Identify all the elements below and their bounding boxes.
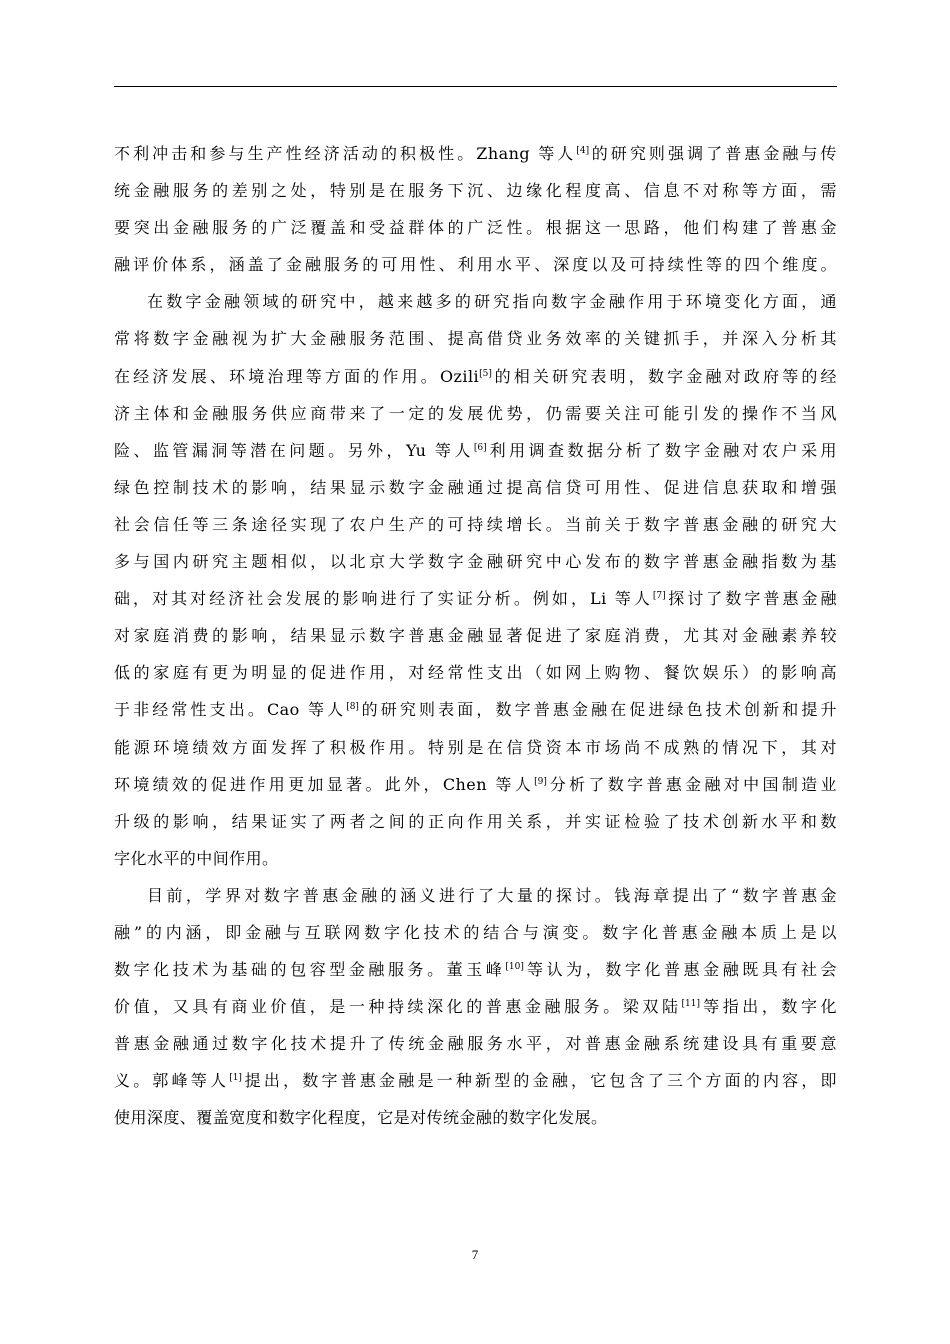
page-number: 7 xyxy=(471,1247,479,1262)
text-run: 在经济发展、环境治理等方面的作用。Ozili xyxy=(114,366,480,386)
text-line xyxy=(114,358,837,395)
text-run: 统金融服务的差别之处，特别是在服务下沉、边缘化程度高、信息不对称等方面，需 xyxy=(114,181,837,201)
text-run: 低的家庭有更为明显的促进作用，对经常性支出（如网上购物、餐饮娱乐）的影响高 xyxy=(114,663,837,683)
text-run: 在数字金融领域的研究中，越来越多的研究指向数字金融作用于环境变化方面，通 xyxy=(147,292,837,312)
text-run: 础，对其对经济社会发展的影响进行了实证分析。例如，Li 等人 xyxy=(114,589,653,609)
text-run: 升级的影响，结果证实了两者之间的正向作用关系，并实证检验了技术创新水平和数 xyxy=(114,811,837,831)
text-run: 等指出，数字化 xyxy=(700,997,837,1017)
text-line xyxy=(114,617,837,654)
text-run: 的研究则表面，数字普惠金融在促进绿色技术创新和提升 xyxy=(358,700,837,720)
text-run: 绿色控制技术的影响，结果显示数字金融通过提高信贷可用性、促进信息获取和增强 xyxy=(114,477,837,497)
text-run: 险、监管漏洞等潜在问题。另外，Yu 等人 xyxy=(114,440,474,460)
text-run: 目前，学界对数字普惠金融的涵义进行了大量的探讨。钱海章提出了“数字普惠金 xyxy=(147,885,837,905)
text-line xyxy=(114,766,837,803)
citation-ref: [5] xyxy=(479,368,492,379)
text-line xyxy=(114,951,837,988)
text-run: 环境绩效的促进作用更加显著。此外，Chen 等人 xyxy=(114,774,535,794)
text-run: 要突出金融服务的广泛覆盖和受益群体的广泛性。根据这一思路，他们构建了普惠金 xyxy=(114,218,837,238)
body-text xyxy=(114,135,837,1137)
text-run: 社会信任等三条途径实现了农户生产的可持续增长。当前关于数字普惠金融的研究大 xyxy=(114,514,837,534)
citation-ref: [10] xyxy=(505,962,524,973)
text-run: 数字化技术为基础的包容型金融服务。董玉峰 xyxy=(114,960,506,980)
text-run: 探讨了数字普惠金融 xyxy=(665,589,837,609)
text-run: 字化水平的中间作用。 xyxy=(114,848,279,868)
text-run: 价值，又具有商业价值，是一种持续深化的普惠金融服务。梁双陆 xyxy=(114,997,682,1017)
text-run: 常将数字金融视为扩大金融服务范围、提高借贷业务效率的关键抓手，并深入分析其 xyxy=(114,329,837,349)
text-line xyxy=(114,580,837,617)
header-rule xyxy=(114,86,837,87)
text-line xyxy=(114,1062,837,1099)
citation-ref: [11] xyxy=(681,999,700,1010)
text-line xyxy=(114,246,837,283)
text-line xyxy=(114,691,837,728)
text-run: 多与国内研究主题相似，以北京大学数字金融研究中心发布的数字普惠金融指数为基 xyxy=(114,552,837,572)
text-line xyxy=(114,914,837,951)
text-line xyxy=(114,172,837,209)
text-line xyxy=(114,654,837,691)
text-run: 于非经常性支出。Cao 等人 xyxy=(114,700,347,720)
text-line xyxy=(114,283,837,320)
text-line xyxy=(114,1099,837,1136)
citation-ref: [1] xyxy=(229,1073,242,1084)
text-run: 普惠金融通过数字化技术提升了传统金融服务水平，对普惠金融系统建设具有重要意 xyxy=(114,1034,837,1054)
text-line xyxy=(114,877,837,914)
text-run: 能源环境绩效方面发挥了积极作用。特别是在信贷资本市场尚不成熟的情况下，其对 xyxy=(114,737,837,757)
text-run: 等认为，数字化普惠金融既具有社会 xyxy=(523,960,837,980)
text-line xyxy=(114,803,837,840)
text-line xyxy=(114,432,837,469)
text-line xyxy=(114,988,837,1025)
citation-ref: [9] xyxy=(534,776,547,787)
text-run: 分析了数字普惠金融对中国制造业 xyxy=(546,774,837,794)
citation-ref: [6] xyxy=(473,442,487,453)
text-run: 利用调查数据分析了数字金融对农户采用 xyxy=(486,440,837,460)
text-run: 融”的内涵，即金融与互联网数字化技术的结合与演变。数字化普惠金融本质上是以 xyxy=(114,922,837,942)
text-run: 的研究则强调了普惠金融与传 xyxy=(589,144,837,163)
citation-ref: [7] xyxy=(652,591,666,602)
text-line xyxy=(114,320,837,357)
text-line xyxy=(114,543,837,580)
text-line xyxy=(114,729,837,766)
text-line xyxy=(114,840,837,877)
text-run: 义。郭峰等人 xyxy=(114,1071,230,1091)
text-run: 的相关研究表明，数字金融对政府等的经 xyxy=(491,366,837,386)
text-run: 不利冲击和参与生产性经济活动的积极性。Zhang 等人 xyxy=(114,144,577,163)
text-line xyxy=(114,1025,837,1062)
citation-ref: [4] xyxy=(576,146,590,156)
text-line xyxy=(114,395,837,432)
text-run: 使用深度、覆盖宽度和数字化程度，它是对传统金融的数字化发展。 xyxy=(114,1108,608,1128)
text-line xyxy=(114,209,837,246)
text-run: 提出，数字普惠金融是一种新型的金融，它包含了三个方面的内容，即 xyxy=(241,1071,838,1091)
text-line xyxy=(114,469,837,506)
text-run: 融评价体系，涵盖了金融服务的可用性、利用水平、深度以及可持续性等的四个维度。 xyxy=(114,255,837,275)
citation-ref: [8] xyxy=(346,702,359,713)
text-line xyxy=(114,506,837,543)
text-run: 对家庭消费的影响，结果显示数字普惠金融显著促进了家庭消费，尤其对金融素养较 xyxy=(114,626,837,646)
text-line xyxy=(114,135,837,172)
text-run: 济主体和金融服务供应商带来了一定的发展优势，仍需要关注可能引发的操作不当风 xyxy=(114,403,837,423)
